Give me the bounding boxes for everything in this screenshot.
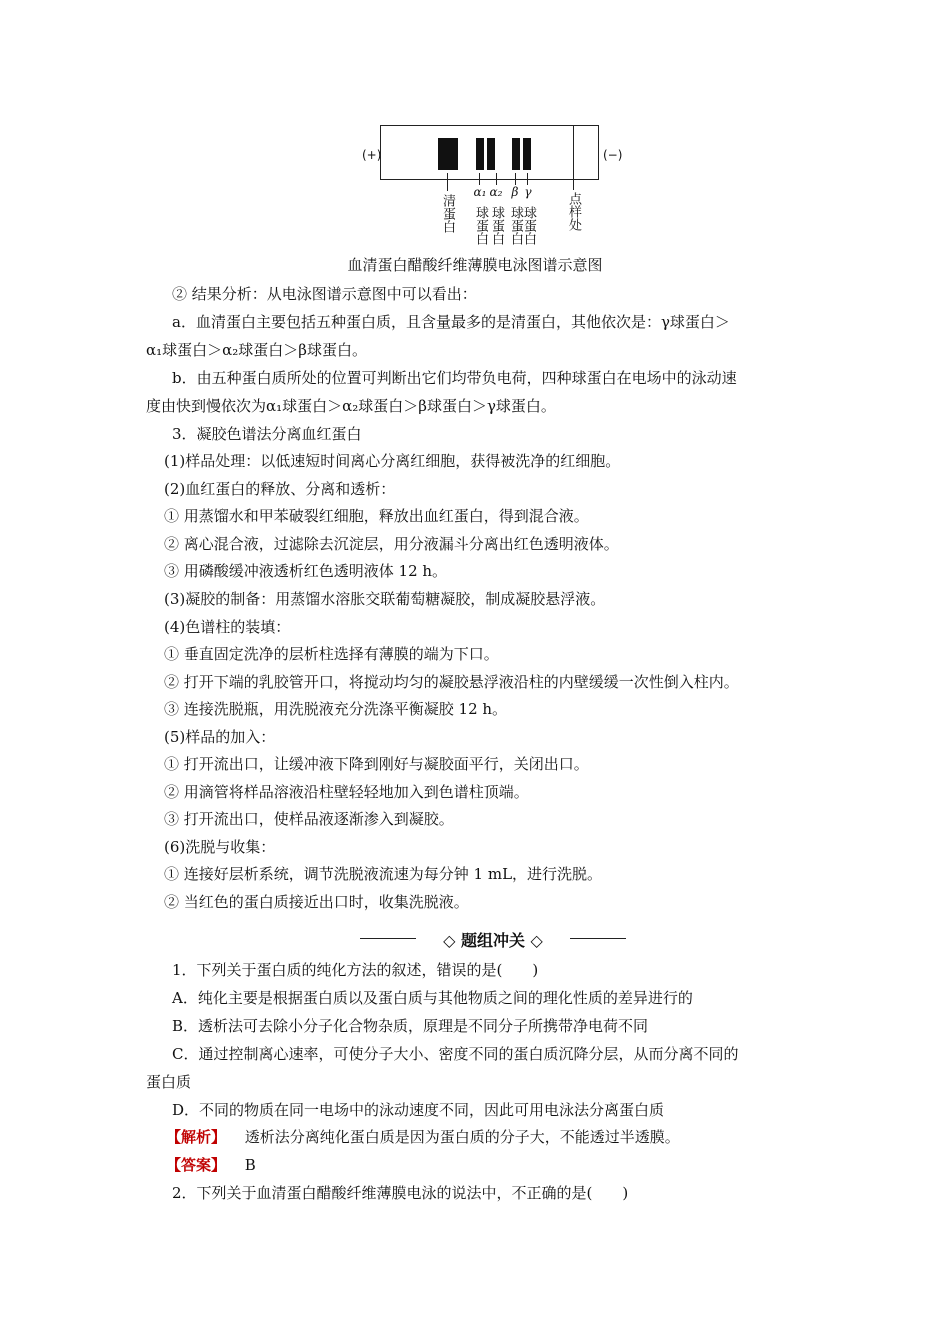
sample-point-line — [573, 126, 574, 179]
question-1-stem: 1．下列关于蛋白质的纯化方法的叙述，错误的是( ) — [172, 961, 539, 979]
paragraph-line: (4)色谱柱的装填： — [164, 618, 291, 636]
label-gamma: 球蛋白 — [521, 206, 536, 245]
question-1-option-d: D．不同的物质在同一电场中的泳动速度不同，因此可用电泳法分离蛋白质 — [172, 1101, 665, 1119]
band-alpha1 — [476, 138, 484, 170]
label-alpha1: 球蛋白 — [473, 206, 488, 245]
leader-sample — [573, 180, 574, 190]
paragraph-line: α₁球蛋白＞α₂球蛋白＞β球蛋白。 — [146, 341, 367, 359]
label-gamma-greek: γ — [524, 185, 532, 199]
label-albumin: 清蛋白 — [440, 194, 455, 233]
positive-pole-label: (+) — [362, 148, 382, 162]
paragraph-line: ③ 连接洗脱瓶，用洗脱液充分洗涤平衡凝胶 12 h。 — [164, 700, 508, 718]
membrane-strip — [380, 125, 599, 180]
paragraph-line: ② 用滴管将样品溶液沿柱壁轻轻地加入到色谱柱顶端。 — [164, 783, 529, 801]
answer-text: B — [244, 1156, 256, 1174]
label-sample-point: 点样处 — [566, 192, 581, 231]
analysis-line — [166, 1127, 680, 1147]
leader-alpha1 — [479, 173, 480, 185]
paragraph-line: ① 连接好层析系统，调节洗脱液流速为每分钟 1 mL，进行洗脱。 — [164, 865, 603, 883]
paragraph-line: ① 打开流出口，让缓冲液下降到刚好与凝胶面平行，关闭出口。 — [164, 755, 589, 773]
answer-line — [166, 1155, 256, 1175]
question-1-option-a: A．纯化主要是根据蛋白质以及蛋白质与其他物质之间的理化性质的差异进行的 — [172, 989, 693, 1007]
exercise-section-heading — [360, 928, 626, 948]
analysis-tag: 【解析】 — [166, 1128, 227, 1146]
leader-beta — [515, 173, 516, 185]
paragraph-line: (1)样品处理：以低速短时间离心分离红细胞，获得被洗净的红细胞。 — [164, 452, 621, 470]
result-analysis-heading: ② 结果分析：从电泳图谱示意图中可以看出： — [172, 285, 477, 303]
electrophoresis-diagram — [360, 118, 630, 248]
paragraph-line: b．由五种蛋白质所处的位置可判断出它们均带负电荷，四种球蛋白在电场中的泳动速 — [172, 369, 737, 387]
label-alpha1-greek: α₁ — [473, 185, 487, 199]
section-title: ◇ 题组冲关 ◇ — [443, 931, 543, 950]
band-gamma — [523, 138, 531, 170]
label-alpha2-greek: α₂ — [489, 185, 503, 199]
label-beta-greek: β — [511, 185, 519, 199]
label-beta: 球蛋白 — [508, 206, 523, 245]
leader-alpha2 — [496, 173, 497, 185]
leader-albumin — [447, 173, 448, 191]
paragraph-line: ② 离心混合液，过滤除去沉淀层，用分液漏斗分离出红色透明液体。 — [164, 535, 619, 553]
heading-rule-left — [360, 938, 416, 939]
paragraph-line: 度由快到慢依次为α₁球蛋白＞α₂球蛋白＞β球蛋白＞γ球蛋白。 — [146, 397, 556, 415]
paragraph-line: ③ 打开流出口，使样品液逐渐渗入到凝胶。 — [164, 810, 454, 828]
paragraph-line: a．血清蛋白主要包括五种蛋白质，且含量最多的是清蛋白，其他依次是：γ球蛋白＞ — [172, 313, 730, 331]
question-1-option-c: C．通过控制离心速率，可使分子大小、密度不同的蛋白质沉降分层，从而分离不同的 — [172, 1045, 739, 1063]
paragraph-line: (5)样品的加入： — [164, 728, 276, 746]
analysis-text: 透析法分离纯化蛋白质是因为蛋白质的分子大，不能透过半透膜。 — [244, 1128, 680, 1146]
heading-rule-right — [570, 938, 626, 939]
figure-caption: 血清蛋白醋酸纤维薄膜电泳图谱示意图 — [347, 256, 603, 274]
band-albumin — [438, 138, 458, 170]
question-1-option-c-cont: 蛋白质 — [146, 1073, 192, 1091]
question-2-stem: 2．下列关于血清蛋白醋酸纤维薄膜电泳的说法中，不正确的是( ) — [172, 1184, 629, 1202]
band-beta — [512, 138, 520, 170]
paragraph-line: ① 垂直固定洗净的层析柱选择有薄膜的端为下口。 — [164, 645, 499, 663]
paragraph-line: ① 用蒸馏水和甲苯破裂红细胞，释放出血红蛋白，得到混合液。 — [164, 507, 589, 525]
paragraph-line: (3)凝胶的制备：用蒸馏水溶胀交联葡萄糖凝胶，制成凝胶悬浮液。 — [164, 590, 606, 608]
paragraph-line: ② 打开下端的乳胶管开口，将搅动均匀的凝胶悬浮液沿柱的内壁缓缓一次性倒入柱内。 — [164, 673, 739, 691]
paragraph-line: (2)血红蛋白的释放、分离和透析： — [164, 480, 396, 498]
section-heading: 3．凝胶色谱法分离血红蛋白 — [172, 425, 362, 443]
paragraph-line: ③ 用磷酸缓冲液透析红色透明液体 12 h。 — [164, 562, 448, 580]
paragraph-line: ② 当红色的蛋白质接近出口时，收集洗脱液。 — [164, 893, 469, 911]
answer-tag: 【答案】 — [166, 1156, 227, 1174]
label-alpha2: 球蛋白 — [489, 206, 504, 245]
leader-gamma — [527, 173, 528, 185]
question-1-option-b: B．透析法可去除小分子化合物杂质，原理是不同分子所携带净电荷不同 — [172, 1017, 649, 1035]
paragraph-line: (6)洗脱与收集： — [164, 838, 276, 856]
negative-pole-label: (−) — [603, 148, 623, 162]
band-alpha2 — [487, 138, 495, 170]
